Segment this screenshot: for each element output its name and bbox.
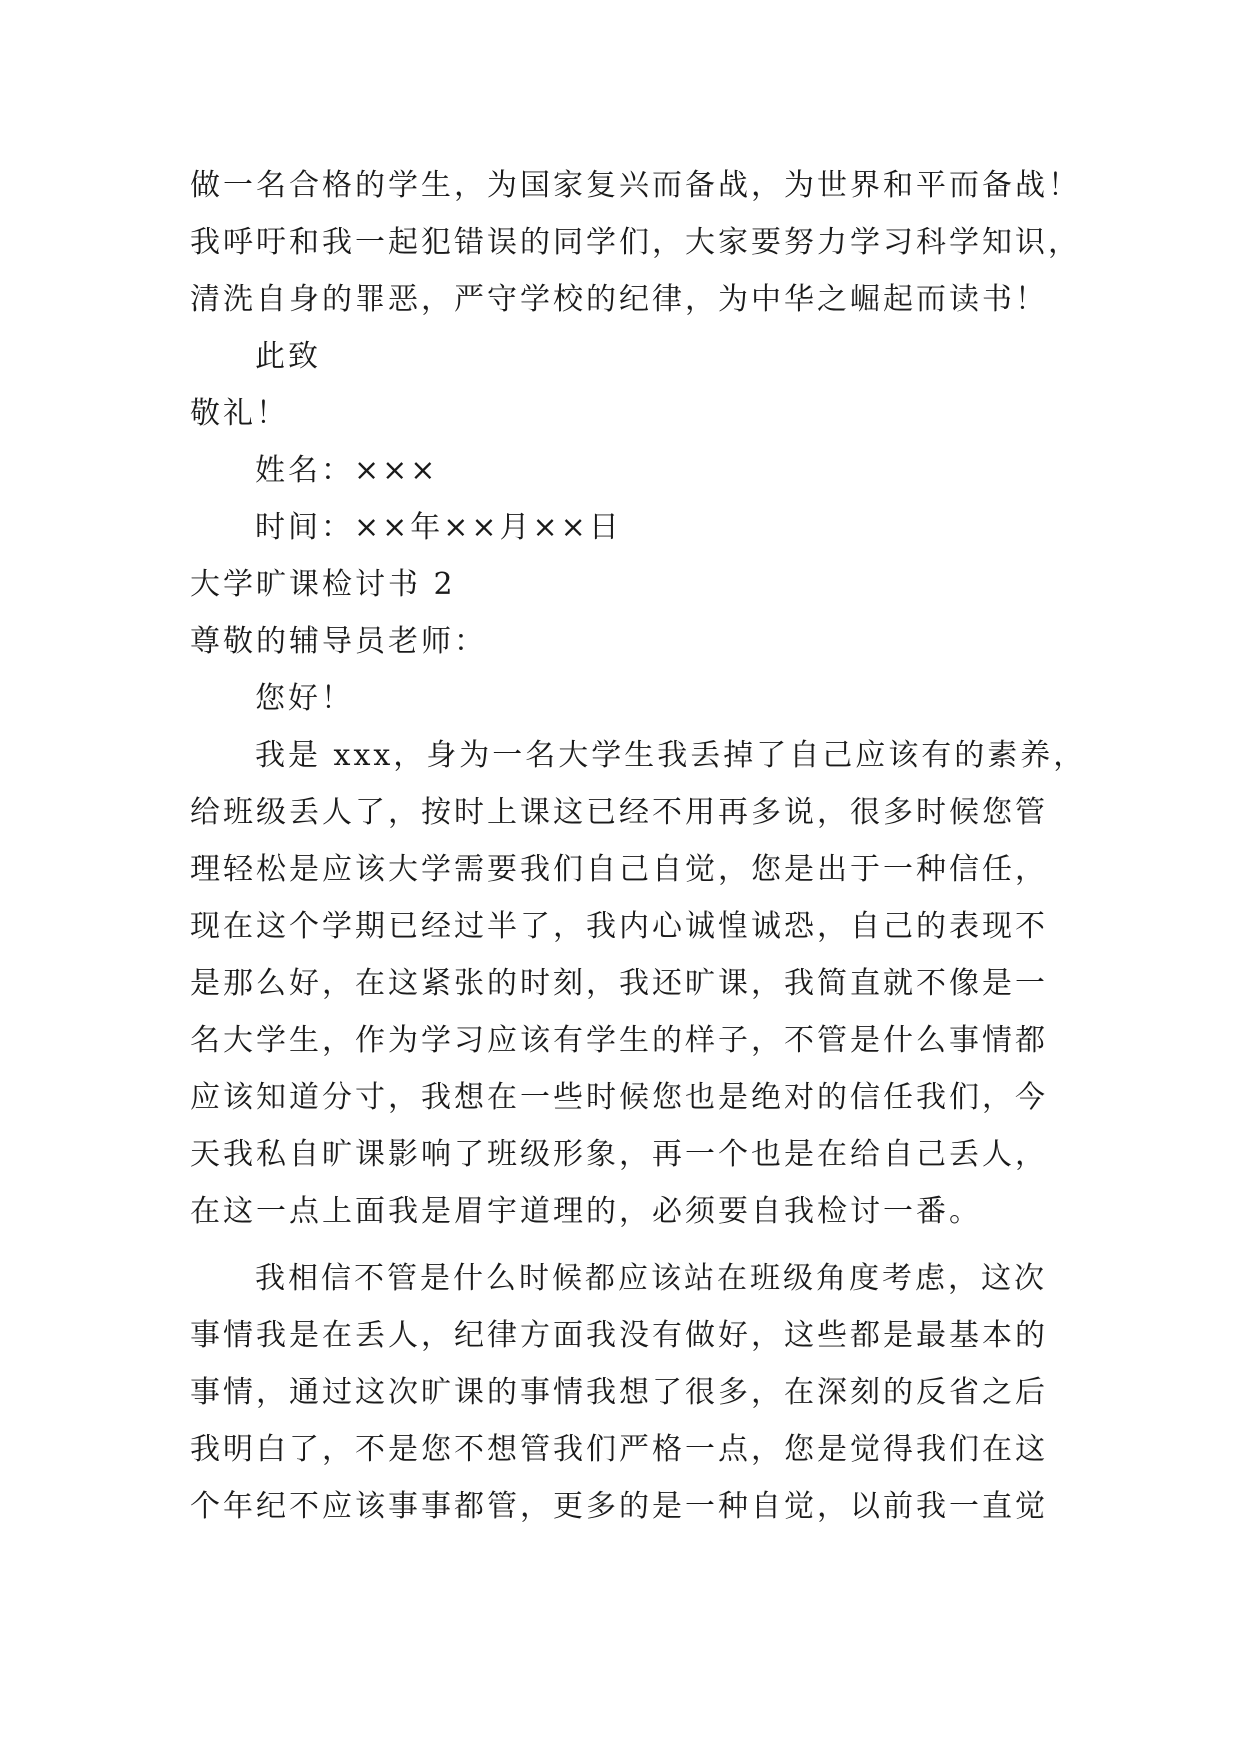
closing-salutation-2: 敬礼！ bbox=[190, 396, 289, 431]
text-line-15: 是那么好，在这紧张的时刻，我还旷课，我简直就不像是一 bbox=[190, 966, 1048, 1001]
text-line-11: 我是 xxx，身为一名大学生我丢掉了自己应该有的素养， bbox=[255, 738, 1087, 773]
text-line-21: 事情我是在丢人，纪律方面我没有做好，这些都是最基本的 bbox=[190, 1318, 1048, 1353]
text-line-12: 给班级丢人了，按时上课这已经不用再多说，很多时候您管 bbox=[190, 795, 1048, 830]
text-line-22: 事情，通过这次旷课的事情我想了很多，在深刻的反省之后 bbox=[190, 1375, 1048, 1410]
text-line-17: 应该知道分寸，我想在一些时候您也是绝对的信任我们，今 bbox=[190, 1080, 1048, 1115]
greeting-recipient: 尊敬的辅导员老师： bbox=[190, 624, 487, 659]
text-line-19: 在这一点上面我是眉宇道理的，必须要自我检讨一番。 bbox=[190, 1194, 982, 1229]
text-line-24: 个年纪不应该事事都管，更多的是一种自觉，以前我一直觉 bbox=[190, 1489, 1048, 1524]
section-title: 大学旷课检讨书 2 bbox=[190, 567, 456, 602]
text-line-13: 理轻松是应该大学需要我们自己自觉，您是出于一种信任， bbox=[190, 852, 1048, 887]
closing-salutation-1: 此致 bbox=[255, 339, 321, 374]
signature-name: 姓名：××× bbox=[255, 453, 439, 488]
text-line-2: 我呼吁和我一起犯错误的同学们，大家要努力学习科学知识， bbox=[190, 225, 1081, 260]
text-line-20: 我相信不管是什么时候都应该站在班级角度考虑，这次 bbox=[255, 1261, 1047, 1296]
text-line-18: 天我私自旷课影响了班级形象，再一个也是在给自己丢人， bbox=[190, 1137, 1048, 1172]
greeting-hello: 您好！ bbox=[255, 681, 354, 716]
text-line-1: 做一名合格的学生，为国家复兴而备战，为世界和平而备战！ bbox=[190, 168, 1081, 203]
text-line-16: 名大学生，作为学习应该有学生的样子，不管是什么事情都 bbox=[190, 1023, 1048, 1058]
text-line-23: 我明白了，不是您不想管我们严格一点，您是觉得我们在这 bbox=[190, 1432, 1048, 1467]
signature-date: 时间：××年××月××日 bbox=[255, 510, 622, 545]
text-line-3: 清洗自身的罪恶，严守学校的纪律，为中华之崛起而读书！ bbox=[190, 282, 1048, 317]
text-line-14: 现在这个学期已经过半了，我内心诚惶诚恐，自己的表现不 bbox=[190, 909, 1048, 944]
